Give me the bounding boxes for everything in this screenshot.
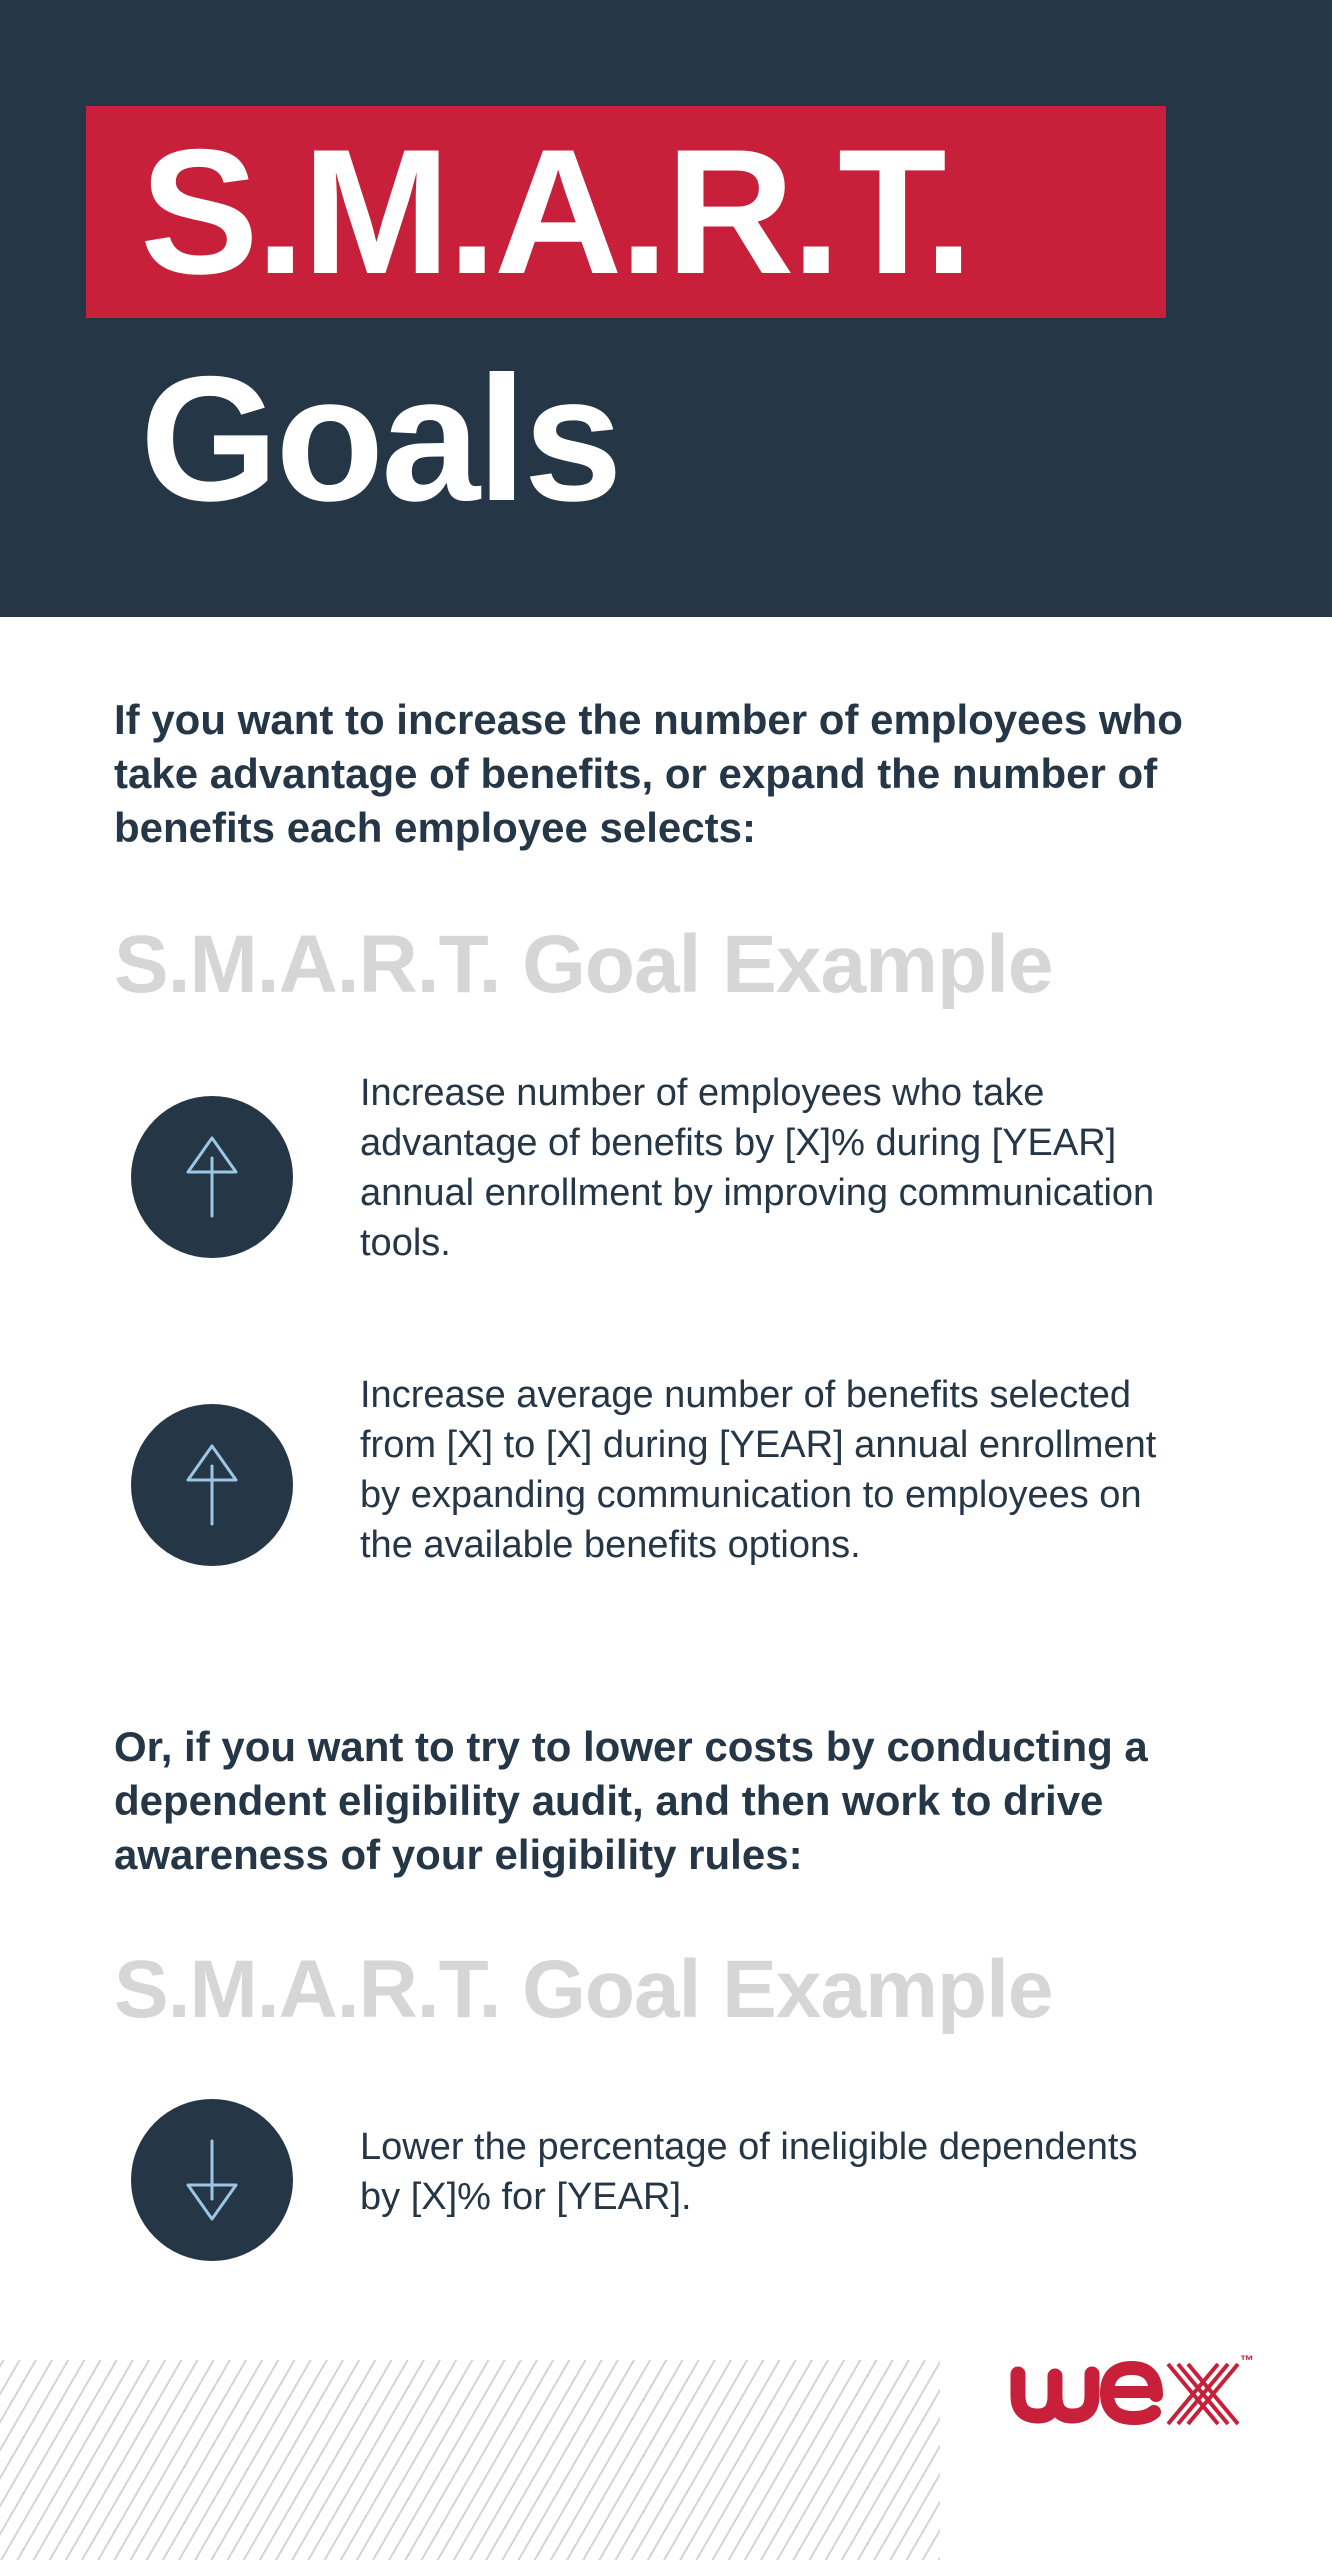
arrow-up-icon xyxy=(131,1404,293,1566)
section1-intro: If you want to increase the number of employees who take advantage of benefits, or expand the number of benefits each employee selects: xyxy=(114,696,1183,851)
hero-title-smart: S.M.A.R.T. xyxy=(86,106,1166,318)
section2-heading: S.M.A.R.T. Goal Example xyxy=(114,1944,1053,2035)
wex-logo-tm: ™ xyxy=(1240,2352,1254,2368)
section1-heading: S.M.A.R.T. Goal Example xyxy=(114,919,1053,1010)
goal-example-text: Increase number of employees who take advantage of benefits by [X]% during [YEAR] annual enrollment by improving communication tools. xyxy=(360,1072,1155,1264)
section2-intro: Or, if you want to try to lower costs by conducting a dependent eligibility audit, and then work to drive awareness of your eligibility rules: xyxy=(114,1723,1148,1878)
arrow-up-icon xyxy=(131,1096,293,1258)
goal-example-text: Lower the percentage of ineligible dependents by [X]% for [YEAR]. xyxy=(360,2126,1138,2218)
decorative-stripes xyxy=(0,2360,940,2560)
goal-example-text: Increase average number of benefits selected from [X] to [X] during [YEAR] annual enrollment by expanding communication to employees on the available benefits options. xyxy=(360,1374,1157,1566)
hero-title-goals: Goals xyxy=(140,339,620,538)
hero-banner xyxy=(0,0,1332,617)
arrow-down-icon xyxy=(131,2099,293,2261)
wex-logo xyxy=(1008,2352,1258,2437)
